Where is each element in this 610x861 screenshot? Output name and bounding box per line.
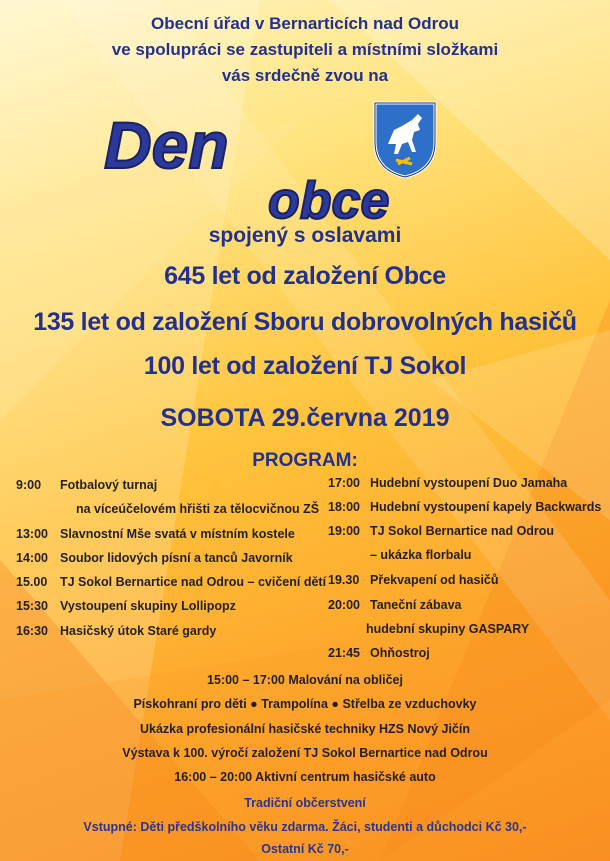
program-time: 20:00 xyxy=(328,598,360,612)
program-text: Překvapení od hasičů xyxy=(370,573,499,587)
program-time: 14:00 xyxy=(16,551,48,565)
program-text: Ohňostroj xyxy=(370,646,430,660)
header-line-2: ve spolupráci se zastupiteli a místními složkami xyxy=(111,40,499,59)
program-right-item xyxy=(328,646,430,660)
title-den: Den xyxy=(104,108,229,182)
program-text: TJ Sokol Bernartice nad Odrou xyxy=(370,524,555,538)
title-obce: obce xyxy=(268,172,390,230)
program-time: 19:00 xyxy=(328,524,360,538)
program-time: 21:45 xyxy=(328,646,360,660)
activity-kids-a: Pískohraní pro děti xyxy=(133,697,247,711)
program-time: 17:00 xyxy=(328,476,360,490)
header-line-3: vás srdečně zvou na xyxy=(221,66,389,85)
program-text: hudební skupiny GASPARY xyxy=(366,622,530,636)
anniversary-3: 100 let od založení TJ Sokol xyxy=(143,352,467,380)
activity-facepaint: 15:00 – 17:00 Malování na obličej xyxy=(207,673,403,687)
event-date: SOBOTA 29.června 2019 xyxy=(160,404,450,432)
program-time: 15:30 xyxy=(16,599,48,613)
program-right-item xyxy=(328,598,461,612)
program-text: Slavnostní Mše svatá v místním kostele xyxy=(60,527,295,541)
event-title-logo xyxy=(100,100,500,240)
program-text: Taneční zábava xyxy=(370,598,462,612)
program-left-item xyxy=(16,478,157,492)
program-right-item xyxy=(370,548,471,562)
program-left-item xyxy=(16,624,216,638)
program-left-item xyxy=(76,502,319,516)
program-text: Fotbalový turnaj xyxy=(60,478,158,492)
entry-fee-1: Vstupné: Děti předškolního věku zdarma. Žáci, studenti a důchodci Kč 30,- xyxy=(83,820,527,834)
program-time: 16:30 xyxy=(16,624,48,638)
program-text: Vystoupení skupiny Lollipopz xyxy=(60,599,236,613)
activity-kids-c: Střelba ze vzduchovky xyxy=(342,697,477,711)
program-time: 13:00 xyxy=(16,527,48,541)
program-heading: PROGRAM: xyxy=(252,450,358,471)
activity-firecar: 16:00 – 20:00 Aktivní centrum hasičské auto xyxy=(174,770,436,784)
anniversary-1: 645 let od založení Obce xyxy=(164,262,446,290)
program-left-item xyxy=(16,527,295,541)
bullet-dot-icon: ● xyxy=(250,697,258,711)
program-text: Soubor lidových písní a tanců Javorník xyxy=(60,551,293,565)
anniversary-2: 135 let od založení Sboru dobrovolných hasičů xyxy=(33,308,577,336)
program-text: Hudební vystoupení Duo Jamaha xyxy=(370,476,568,490)
program-time: 19.30 xyxy=(328,573,360,587)
program-time: 9:00 xyxy=(16,478,42,492)
program-text: – ukázka florbalu xyxy=(370,548,472,562)
program-text: na víceúčelovém hřišti za tělocvičnou ZŠ xyxy=(76,502,320,516)
program-left-item xyxy=(16,575,326,589)
program-right-item xyxy=(328,476,567,490)
refreshments: Tradiční občerstvení xyxy=(244,796,366,810)
entry-fee-2: Ostatní Kč 70,- xyxy=(261,842,349,856)
program-time: 15.00 xyxy=(16,575,48,589)
program-right-item xyxy=(328,524,554,538)
program-text: Hudební vystoupení kapely Backwards xyxy=(370,500,602,514)
bullet-dot-icon: ● xyxy=(331,697,339,711)
activity-kids-b: Trampolína xyxy=(261,697,328,711)
program-text: Hasičský útok Staré gardy xyxy=(60,624,217,638)
program-time: 18:00 xyxy=(328,500,360,514)
activity-kids xyxy=(0,697,610,711)
program-left-item xyxy=(16,551,293,565)
program-right-item xyxy=(328,573,499,587)
subtitle: spojený s oslavami xyxy=(208,224,402,247)
program-text: TJ Sokol Bernartice nad Odrou – cvičení dětí xyxy=(60,575,327,589)
program-left-item xyxy=(16,599,236,613)
program-right-item xyxy=(366,622,529,636)
program-right-item xyxy=(328,500,601,514)
activity-demo: Ukázka profesionální hasičské techniky HZS Nový Jičín xyxy=(140,722,470,736)
header-line-1: Obecní úřad v Bernarticích nad Odrou xyxy=(151,14,459,33)
coat-of-arms-horse-icon xyxy=(372,100,438,180)
activity-exhibit: Výstava k 100. výročí založení TJ Sokol Bernartice nad Odrou xyxy=(122,746,488,760)
